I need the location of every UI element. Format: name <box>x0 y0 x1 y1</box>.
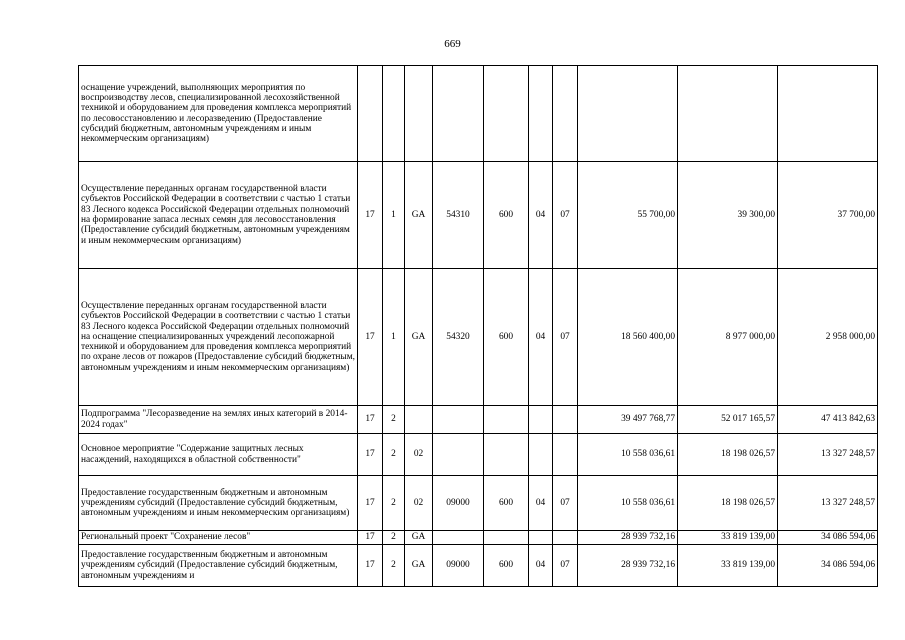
amount-year-1: 28 939 732,16 <box>578 545 678 587</box>
code-activity: GA <box>405 269 433 406</box>
code-direction <box>433 434 484 476</box>
code-subprogram: 1 <box>383 162 405 269</box>
row-description: Основное мероприятие "Содержание защитных лесных насаждений, находящихся в областной собственности" <box>79 434 358 476</box>
budget-table <box>78 65 878 587</box>
amount-year-3: 13 327 248,57 <box>778 434 878 476</box>
code-subsection: 07 <box>553 162 578 269</box>
code-subsection <box>553 66 578 162</box>
code-expense-type: 600 <box>484 162 529 269</box>
amount-year-2: 33 819 139,00 <box>678 531 778 545</box>
code-program: 17 <box>358 531 383 545</box>
code-activity: 02 <box>405 434 433 476</box>
amount-year-2: 18 198 026,57 <box>678 434 778 476</box>
table-row <box>79 66 878 162</box>
amount-year-2: 39 300,00 <box>678 162 778 269</box>
code-subprogram: 2 <box>383 476 405 531</box>
row-description: Предоставление государственным бюджетным и автономным учреждениям субсидий (Предоставление субсидий бюджетным, автономным учреждениям и <box>79 545 358 587</box>
code-section: 04 <box>529 545 553 587</box>
amount-year-2: 18 198 026,57 <box>678 476 778 531</box>
table-row <box>79 269 878 406</box>
code-activity: GA <box>405 531 433 545</box>
code-subsection <box>553 531 578 545</box>
code-section: 04 <box>529 162 553 269</box>
amount-year-1: 10 558 036,61 <box>578 476 678 531</box>
code-activity: GA <box>405 545 433 587</box>
amount-year-2: 33 819 139,00 <box>678 545 778 587</box>
code-subprogram: 2 <box>383 434 405 476</box>
amount-year-2: 52 017 165,57 <box>678 406 778 434</box>
code-activity <box>405 66 433 162</box>
row-description: Подпрограмма "Лесоразведение на землях иных категорий в 2014-2024 годах" <box>79 406 358 434</box>
row-description: Региональный проект "Сохранение лесов" <box>79 531 358 545</box>
code-program: 17 <box>358 545 383 587</box>
code-section: 04 <box>529 476 553 531</box>
row-description: оснащение учреждений, выполняющих мероприятия по воспроизводству лесов, специализированной лесохозяйственной техникой и оборудованием для проведения комплекса мероприятий по лесовосстановлению и лесоразведению (Предоставление субсидий бюджетным, автономным учреждениям и иным некоммерческим организациям) <box>79 66 358 162</box>
code-subsection: 07 <box>553 476 578 531</box>
code-program: 17 <box>358 269 383 406</box>
code-activity <box>405 406 433 434</box>
code-program <box>358 66 383 162</box>
code-expense-type <box>484 66 529 162</box>
code-subprogram: 2 <box>383 406 405 434</box>
page-number: 669 <box>444 38 461 50</box>
code-section <box>529 531 553 545</box>
code-program: 17 <box>358 406 383 434</box>
code-subsection <box>553 434 578 476</box>
amount-year-3: 34 086 594,06 <box>778 531 878 545</box>
table-row <box>79 476 878 531</box>
code-expense-type: 600 <box>484 476 529 531</box>
amount-year-1: 18 560 400,00 <box>578 269 678 406</box>
table-row <box>79 162 878 269</box>
code-direction: 54310 <box>433 162 484 269</box>
table-row <box>79 406 878 434</box>
amount-year-3 <box>778 66 878 162</box>
table-row <box>79 545 878 587</box>
code-expense-type: 600 <box>484 269 529 406</box>
code-activity: 02 <box>405 476 433 531</box>
table-row <box>79 531 878 545</box>
table-row <box>79 434 878 476</box>
row-description: Осуществление переданных органам государственной власти субъектов Российской Федерации в соответствии с частью 1 статьи 83 Лесного кодекса Российской Федерации отдельных полномочий на формирование запаса лесных семян для лесовосстановления (Предоставление субсидий бюджетным, автономным учреждениям и иным некоммерческим организациям) <box>79 162 358 269</box>
code-program: 17 <box>358 476 383 531</box>
code-section <box>529 66 553 162</box>
code-direction: 09000 <box>433 545 484 587</box>
amount-year-3: 47 413 842,63 <box>778 406 878 434</box>
code-subprogram <box>383 66 405 162</box>
amount-year-3: 34 086 594,06 <box>778 545 878 587</box>
code-subsection <box>553 406 578 434</box>
code-direction: 09000 <box>433 476 484 531</box>
code-program: 17 <box>358 162 383 269</box>
code-section <box>529 406 553 434</box>
code-expense-type <box>484 434 529 476</box>
code-direction <box>433 406 484 434</box>
amount-year-1 <box>578 66 678 162</box>
amount-year-3: 2 958 000,00 <box>778 269 878 406</box>
amount-year-1: 55 700,00 <box>578 162 678 269</box>
code-subsection: 07 <box>553 269 578 406</box>
amount-year-3: 37 700,00 <box>778 162 878 269</box>
amount-year-1: 10 558 036,61 <box>578 434 678 476</box>
amount-year-2 <box>678 66 778 162</box>
code-subsection: 07 <box>553 545 578 587</box>
amount-year-3: 13 327 248,57 <box>778 476 878 531</box>
amount-year-2: 8 977 000,00 <box>678 269 778 406</box>
row-description: Предоставление государственным бюджетным и автономным учреждениям субсидий (Предоставление субсидий бюджетным, автономным учреждениям и иным некоммерческим организациям) <box>79 476 358 531</box>
code-direction: 54320 <box>433 269 484 406</box>
amount-year-1: 28 939 732,16 <box>578 531 678 545</box>
code-direction <box>433 66 484 162</box>
code-program: 17 <box>358 434 383 476</box>
code-expense-type <box>484 531 529 545</box>
code-subprogram: 1 <box>383 269 405 406</box>
row-description: Осуществление переданных органам государственной власти субъектов Российской Федерации в соответствии с частью 1 статьи 83 Лесного кодекса Российской Федерации отдельных полномочий на оснащение специализированных учреждений лесопожарной техникой и оборудованием для проведения комплекса мероприятий по охране лесов от пожаров (Предоставление субсидий бюджетным, автономным учреждениям и иным некоммерческим организациям) <box>79 269 358 406</box>
code-activity: GA <box>405 162 433 269</box>
code-expense-type: 600 <box>484 545 529 587</box>
code-section <box>529 434 553 476</box>
code-expense-type <box>484 406 529 434</box>
code-direction <box>433 531 484 545</box>
code-subprogram: 2 <box>383 545 405 587</box>
code-subprogram: 2 <box>383 531 405 545</box>
amount-year-1: 39 497 768,77 <box>578 406 678 434</box>
code-section: 04 <box>529 269 553 406</box>
